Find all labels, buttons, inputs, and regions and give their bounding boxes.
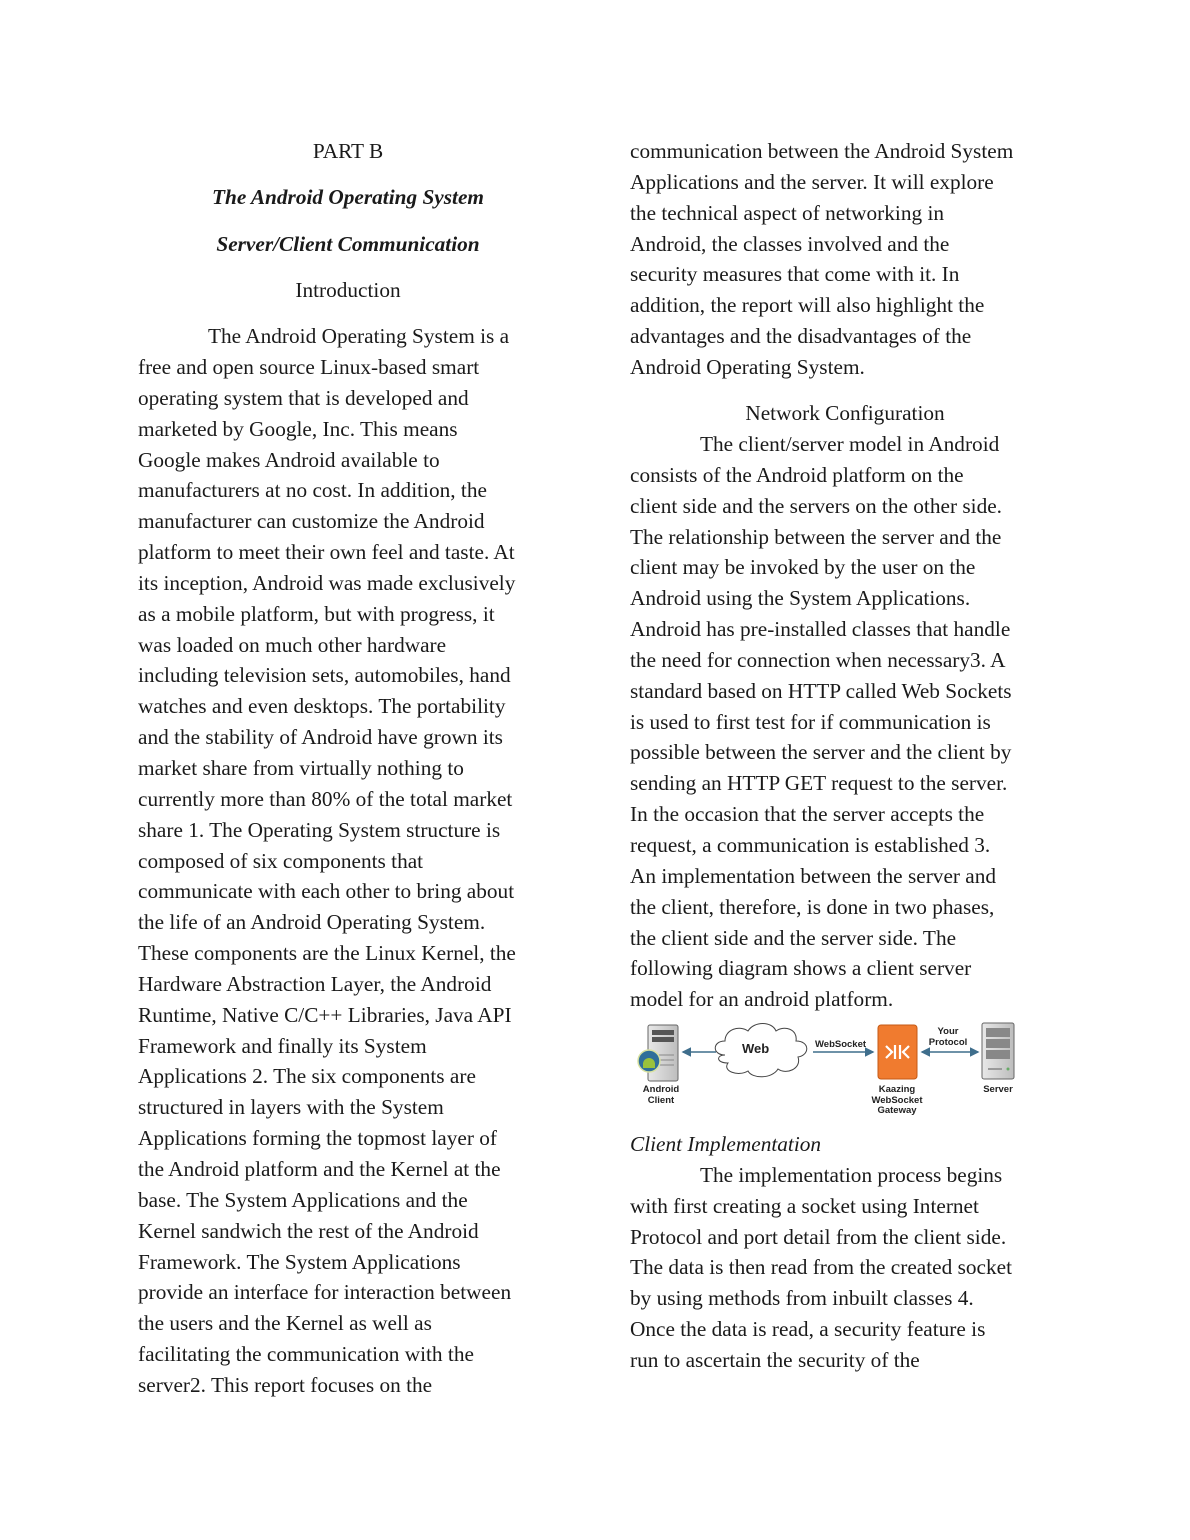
text-line: possible between the server and the client by: [630, 740, 1012, 765]
text-line: client may be invoked by the user on the: [630, 555, 976, 580]
text-line: request, a communication is established 3.: [630, 833, 991, 858]
introduction-paragraph: [138, 321, 558, 1401]
text-line: consists of the Android platform on the: [630, 462, 964, 487]
text-line: Runtime, Native C/C++ Libraries, Java API: [138, 1002, 512, 1027]
text-line: currently more than 80% of the total market: [138, 786, 513, 811]
text-line: Kernel sandwich the rest of the Android: [138, 1218, 479, 1243]
text-line: Once the data is read, a security feature is: [630, 1317, 986, 1342]
text-line: manufacturers at no cost. In addition, the: [138, 478, 487, 503]
text-line: server2. This report focuses on the: [138, 1372, 433, 1397]
text-line: following diagram shows a client server: [630, 956, 972, 981]
server-label: Server: [983, 1084, 1013, 1096]
document-subtitle: Server/Client Communication: [216, 231, 480, 256]
text-line: provide an interface for interaction between: [138, 1280, 512, 1305]
client-server-diagram: [630, 1019, 1030, 1127]
text-line: Android has pre-installed classes that handle: [630, 617, 1011, 642]
text-line: In the occasion that the server accepts the: [630, 802, 985, 827]
text-line: sending an HTTP GET request to the server.: [630, 771, 1008, 796]
text-line: is used to first test for if communication is: [630, 709, 991, 734]
text-line: facilitating the communication with the: [138, 1342, 474, 1367]
text-line: Framework and finally its System: [138, 1033, 427, 1058]
text-line: the users and the Kernel as well as: [138, 1311, 432, 1336]
text-line: structured in layers with the System: [138, 1095, 444, 1120]
text-line: communication between the Android System: [630, 139, 1014, 163]
text-line: These components are the Linux Kernel, the: [138, 941, 516, 966]
introduction-paragraph-continued: [630, 136, 1060, 383]
kaazing-gateway-icon: [878, 1025, 917, 1079]
web-label: Web: [742, 1041, 770, 1057]
section-heading-client-implementation: Client Implementation: [630, 1132, 822, 1157]
text-line: market share from virtually nothing to: [138, 756, 464, 780]
text-line: with first creating a socket using Internet: [630, 1193, 979, 1218]
text-line: security measures that come with it. In: [630, 262, 960, 287]
text-line: by using methods from inbuilt classes 4.: [630, 1286, 974, 1311]
text-line: Applications 2. The six components are: [138, 1064, 476, 1089]
text-line: as a mobile platform, but with progress, it: [138, 601, 495, 626]
android-client-label: Android Client: [642, 1084, 680, 1106]
text-line: the Android platform and the Kernel at the: [138, 1156, 501, 1181]
text-line: operating system that is developed and: [138, 385, 469, 410]
text-line: Hardware Abstraction Layer, the Android: [138, 971, 492, 996]
text-line: base. The System Applications and the: [138, 1187, 468, 1212]
text-line: manufacturer can customize the Android: [138, 509, 485, 534]
network-configuration-paragraph: [630, 429, 1060, 1015]
section-heading-network-configuration: Network Configuration: [745, 400, 945, 425]
text-line: its inception, Android was made exclusively: [138, 570, 516, 595]
client-implementation-paragraph: [630, 1160, 1060, 1376]
left-column: [138, 136, 558, 1401]
text-line: Applications and the server. It will explore: [630, 169, 994, 194]
text-line: the technical aspect of networking in: [630, 200, 945, 225]
section-heading-introduction: Introduction: [295, 277, 401, 302]
text-line: run to ascertain the security of the: [630, 1347, 920, 1372]
text-line: marketed by Google, Inc. This means: [138, 416, 458, 441]
text-line: watches and even desktops. The portability: [138, 694, 506, 719]
text-line: client side and the servers on the other side.: [630, 493, 1002, 518]
part-label: PART B: [312, 139, 384, 163]
text-line: The relationship between the server and the: [630, 524, 1002, 549]
text-line: the client side and the server side. The: [630, 925, 957, 950]
gateway-label: Kaazing WebSocket Gateway: [871, 1084, 923, 1117]
text-line: Android Operating System.: [630, 354, 865, 379]
text-line: Android, the classes involved and the: [630, 231, 950, 256]
text-line: standard based on HTTP called Web Sockets: [630, 678, 1012, 703]
text-line: Android using the System Applications.: [630, 586, 971, 611]
diagram-graphics: [630, 1019, 1030, 1127]
protocol-label: Your Protocol: [928, 1026, 968, 1048]
right-column: [630, 136, 1060, 1376]
text-line: The client/server model in Android: [700, 432, 1000, 457]
text-line: and the stability of Android have grown its: [138, 725, 503, 750]
text-line: including television sets, automobiles, hand: [138, 663, 511, 688]
server-icon: [982, 1023, 1014, 1079]
websocket-label: WebSocket: [815, 1039, 867, 1051]
text-line: the client, therefore, is done in two phases,: [630, 894, 995, 919]
text-line: The Android Operating System is a: [208, 324, 510, 349]
text-line: Applications forming the topmost layer of: [138, 1126, 498, 1151]
text-line: An implementation between the server and: [630, 863, 997, 888]
document-title: The Android Operating System: [212, 185, 484, 210]
text-line: advantages and the disadvantages of the: [630, 324, 972, 349]
text-line: The data is then read from the created socket: [630, 1255, 1012, 1280]
text-line: model for an android platform.: [630, 987, 894, 1012]
text-line: addition, the report will also highlight the: [630, 293, 985, 318]
text-line: free and open source Linux-based smart: [138, 355, 480, 380]
text-line: the life of an Android Operating System.: [138, 910, 486, 935]
text-line: platform to meet their own feel and taste. At: [138, 540, 515, 565]
android-client-icon: [638, 1025, 678, 1081]
text-line: communicate with each other to bring about: [138, 879, 515, 904]
text-line: Framework. The System Applications: [138, 1249, 461, 1274]
text-line: The implementation process begins: [700, 1162, 1003, 1187]
text-line: Protocol and port detail from the client side.: [630, 1224, 1007, 1249]
text-line: Google makes Android available to: [138, 447, 440, 472]
text-line: was loaded on much other hardware: [138, 632, 447, 657]
text-line: share 1. The Operating System structure is: [138, 817, 501, 842]
text-line: composed of six components that: [138, 848, 424, 873]
text-line: the need for connection when necessary3. A: [630, 647, 1006, 672]
